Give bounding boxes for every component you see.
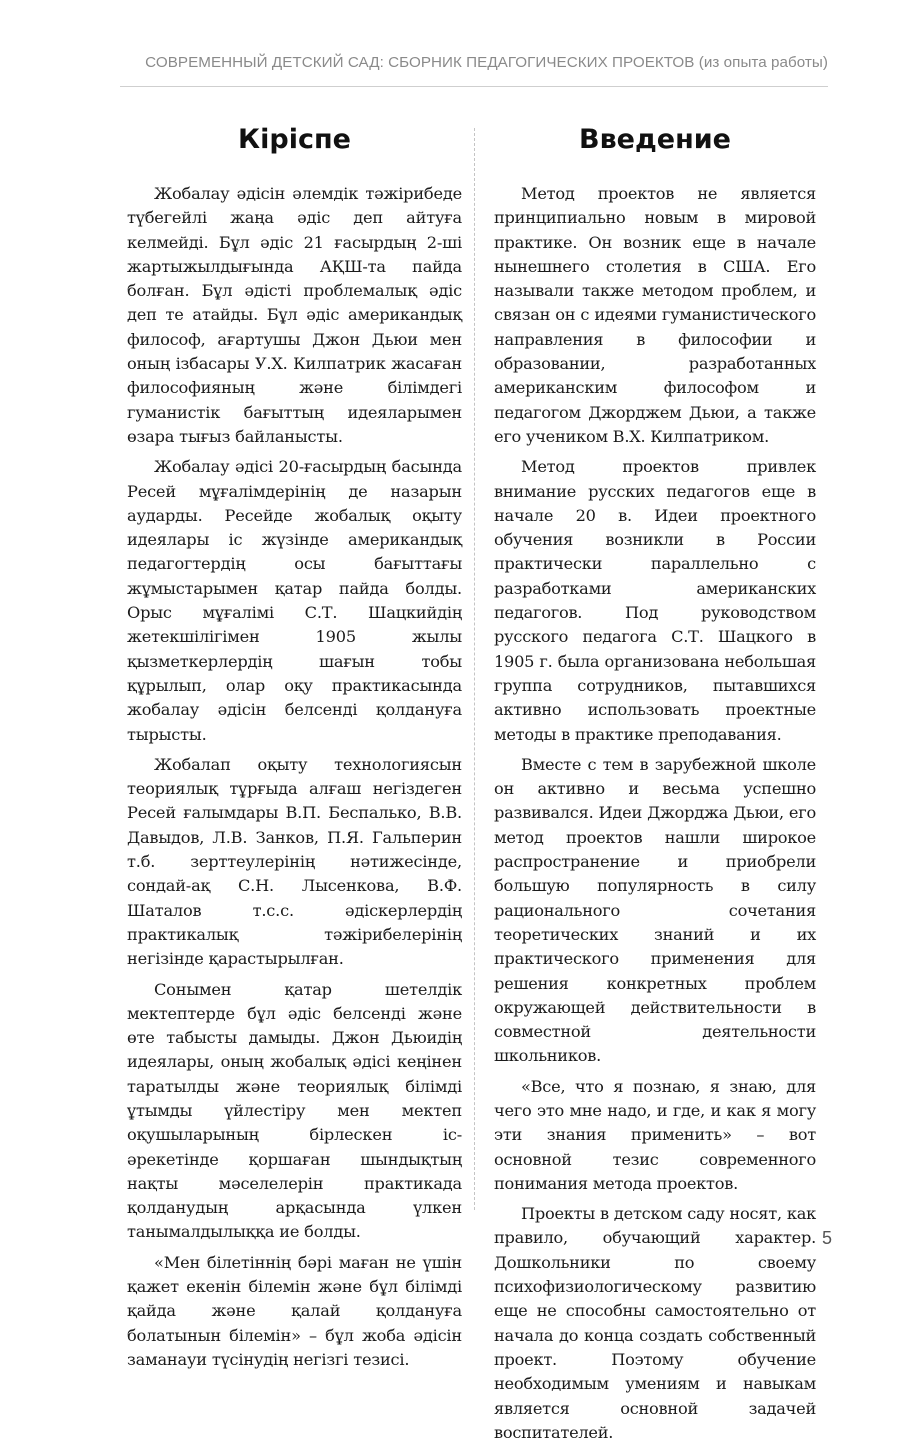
column-divider <box>474 128 475 1210</box>
kazakh-paragraph-2: Жобалау әдісі 20-ғасырдың басында Ресей мұғалімдерінің де назарын аударды. Ресейде жобалық оқыту идеялары іс жүзінде американдық педагогтердің осы бағыттағы жұмыстарымен қатар пайда болды. Орыс мұғалімі С.Т. Шацкийдің жетекшілігімен 1905 жылы қызметкерлердің шағын тобы құрылып, олар оқу практикасында жобалау әдісін белсенді қолдануға тырысты. <box>127 457 462 744</box>
russian-paragraph-2: Метод проектов привлек внимание русских педагогов еще в начале 20 в. Идеи проектного обучения возникли в России практически параллельно с разработками американских педагогов. Под руководством русского педагога С.Т. Шацкого в 1905 г. была организована небольшая группа сотрудников, пытавшихся активно использовать проектные методы в практике преподавания. <box>494 457 816 744</box>
kazakh-column <box>127 122 462 1372</box>
russian-paragraph-4: «Все, что я познаю, я знаю, для чего это мне надо, и где, и как я могу эти знания применить» – вот основной тезис современного понимания метода проектов. <box>494 1076 816 1193</box>
header-rule <box>120 86 828 87</box>
russian-column <box>494 122 816 1445</box>
kazakh-column-title: Кіріспе <box>238 124 351 155</box>
kazakh-paragraph-3: Жобалап оқыту технологиясын теориялық тұрғыда алғаш негіздеген Ресей ғалымдары В.П. Беспалько, В.В. Давыдов, Л.В. Занков, П.Я. Гальперин т.б. зерттеулерінің нәтижесінде, сондай-ақ С.Н. Лысенкова, В.Ф. Шаталов т.с.с. әдіскерлердің практикалық тәжірибелерінің негізінде қарастырылған. <box>127 754 462 969</box>
russian-paragraph-1: Метод проектов не является принципиально новым в мировой практике. Он возник еще в начале нынешнего столетия в США. Его называли также методом проблем, и связан он с идеями гуманистического направления в философии и образовании, разработанных американским философом и педагогом Джорджем Дьюи, а также его учеником В.Х. Килпатриком. <box>494 184 816 446</box>
kazakh-paragraph-4: Сонымен қатар шетелдік мектептерде бұл әдіс белсенді және өте табысты дамыды. Джон Дьюидің идеялары, оның жобалық әдісі кеңінен таратылды және теориялық білімді ұтымды үйлестіру мен мектеп оқушыларының бірлескен іс-әрекетінде қоршаған шындықтың нақты мәселелерін практикада қолданудың арқасында үлкен танымалдылыққа ие болды. <box>127 979 462 1242</box>
running-header: СОВРЕМЕННЫЙ ДЕТСКИЙ САД: СБОРНИК ПЕДАГОГИЧЕСКИХ ПРОЕКТОВ (из опыта работы) <box>145 54 828 71</box>
kazakh-paragraph-1: Жобалау әдісін әлемдік тәжірибеде түбегейлі жаңа әдіс деп айтуға келмейді. Бұл әдіс 21 ғасырдың 2-ші жартыжылдығында АҚШ-та пайда болған. Бұл әдісті проблемалық әдіс деп те атайды. Бұл әдіс американдық философ, ағартушы Джон Дьюи мен оның ізбасары У.Х. Килпатрик жасаған философияның және білімдегі гуманистік бағыттың идеяларымен өзара тығыз байланысты. <box>127 184 462 446</box>
page-number: 5 <box>821 1228 832 1248</box>
russian-column-title: Введение <box>579 124 731 155</box>
kazakh-paragraph-5: «Мен білетіннің бәрі маған не үшін қажет екенін білемін және бұл білімді қайда және қалай қолдануға болатынын білемін» – бұл жоба әдісін заманауи түсінудің негізгі тезисі. <box>127 1252 462 1369</box>
russian-paragraph-3: Вместе с тем в зарубежной школе он активно и весьма успешно развивался. Идеи Джорджа Дьюи, его метод проектов нашли широкое распространение и приобрели большую популярность в силу рационального сочетания теоретических знаний и их практического применения для решения конкретных проблем окружающей действительности в совместной деятельности школьников. <box>494 754 816 1066</box>
russian-paragraph-5: Проекты в детском саду носят, как правило, обучающий характер. Дошкольники по своему психофизиологическому развитию еще не способны самостоятельно от начала до конца создать собственный проект. Поэтому обучение необходимым умениям и навыкам является основной задачей воспитателей. <box>494 1204 816 1442</box>
